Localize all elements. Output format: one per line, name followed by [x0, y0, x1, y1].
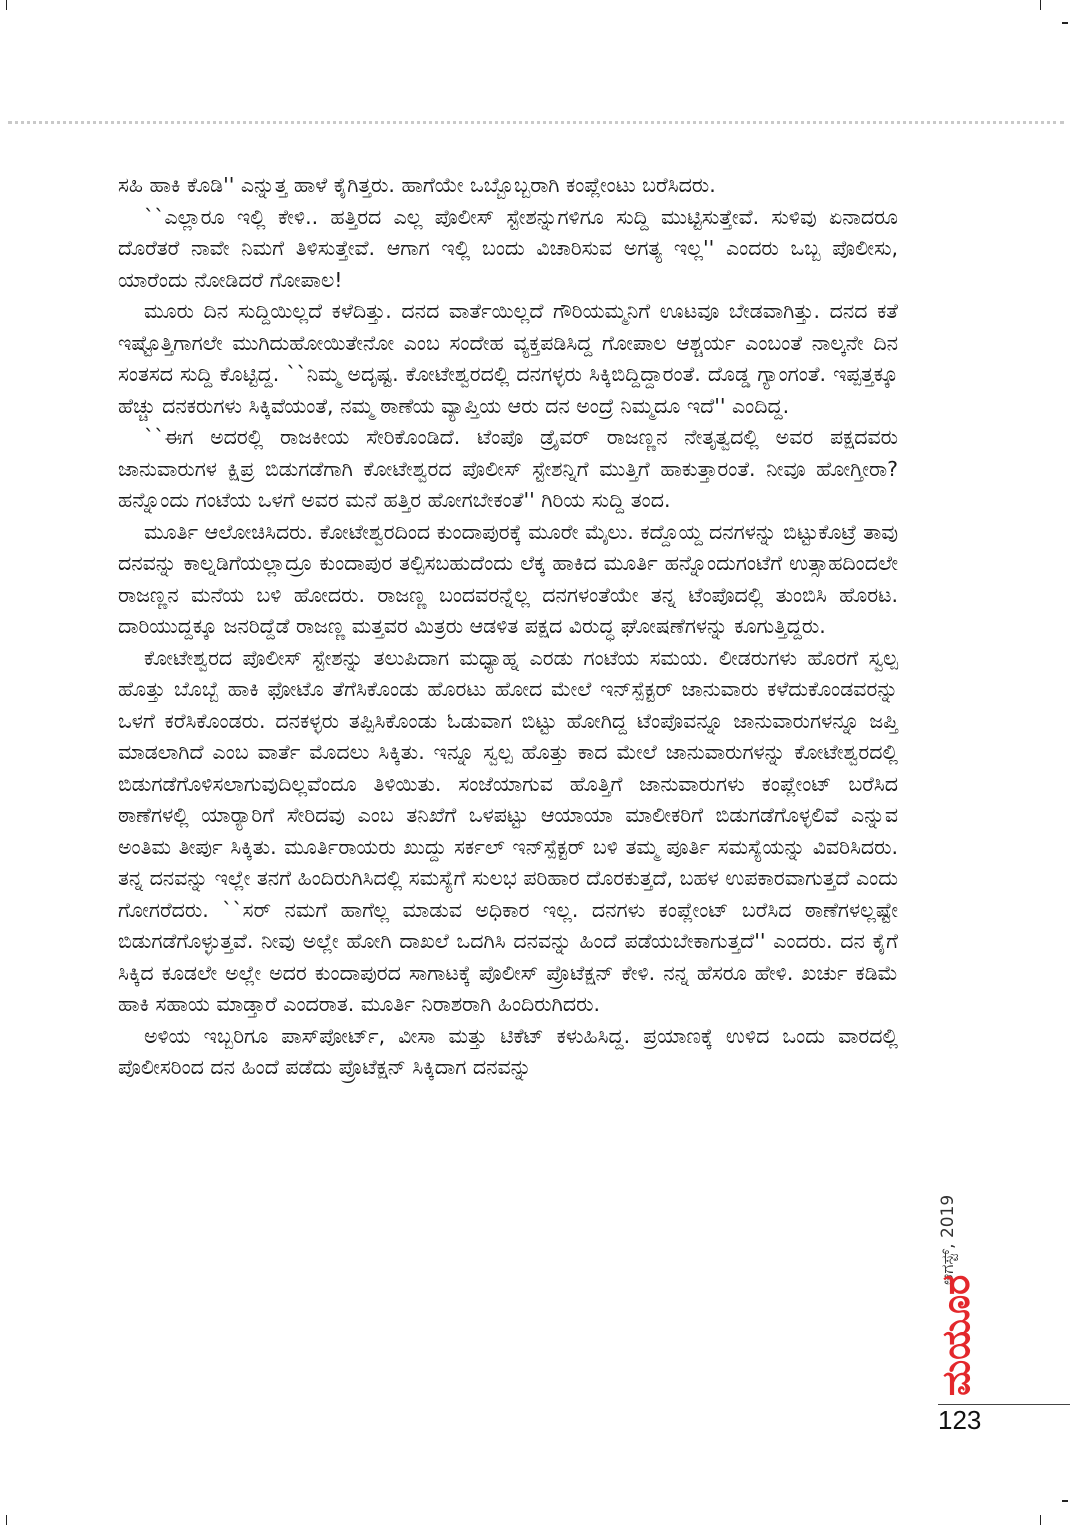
paragraph: ಮೂರು ದಿನ ಸುದ್ದಿಯಿಲ್ಲದೆ ಕಳೆದಿತ್ತು. ದನದ ವಾರ್ತೆಯಿಲ್ಲದೆ ಗೌರಿಯಮ್ಮನಿಗೆ ಊಟವೂ ಬೇಡವಾಗಿತ್ತು. ದನದ ಕತೆ ಇಷ್ಟೊತ್ತಿಗಾಗಲೇ ಮುಗಿದುಹೋಯಿತೇನೋ ಎಂಬ ಸಂದೇಹ ವ್ಯಕ್ತಪಡಿಸಿದ್ದ ಗೋಪಾಲ ಆಶ್ಚರ್ಯ ಎಂಬಂತೆ ನಾಲ್ಕನೇ ದಿನ ಸಂತಸದ ಸುದ್ದಿ ಕೊಟ್ಟಿದ್ದ. ``ನಿಮ್ಮ ಅದೃಷ್ಟ. ಕೋಟೇಶ್ವರದಲ್ಲಿ ದನಗಳ್ಳರು ಸಿಕ್ಕಿಬಿದ್ದಿದ್ದಾರಂತೆ. ದೊಡ್ಡ ಗ್ಯಾಂಗಂತೆ. ಇಪ್ಪತ್ತಕ್ಕೂ ಹೆಚ್ಚು ದನಕರುಗಳು ಸಿಕ್ಕಿವೆಯಂತೆ, ನಮ್ಮ ಠಾಣೆಯ ವ್ಯಾಪ್ತಿಯ ಆರು ದನ ಅಂದ್ರೆ ನಿಮ್ಮದೂ ಇದೆ'' ಎಂದಿದ್ದ.: [118, 299, 898, 418]
magazine-logo: ಮಯೂರ: [934, 1274, 978, 1396]
crop-mark-top-right: [1040, 0, 1041, 10]
crop-mark-top-left: [6, 0, 7, 10]
header-dotted-rule: [8, 121, 1064, 124]
paragraph: ಸಹಿ ಹಾಕಿ ಕೊಡಿ'' ಎನ್ನುತ್ತ ಹಾಳೆ ಕೈಗಿತ್ತರು. ಹಾಗೆಯೇ ಒಬ್ಬೊಬ್ಬರಾಗಿ ಕಂಪ್ಲೇಂಟು ಬರೆಸಿದರು.: [118, 173, 716, 197]
paragraph: ``ಎಲ್ಲಾರೂ ಇಲ್ಲಿ ಕೇಳಿ.. ಹತ್ತಿರದ ಎಲ್ಲ ಪೊಲೀಸ್ ಸ್ಟೇಶನ್ನುಗಳಿಗೂ ಸುದ್ದಿ ಮುಟ್ಟಿಸುತ್ತೇವೆ. ಸುಳಿವು ಏನಾದರೂ ದೊರೆತರೆ ನಾವೇ ನಿಮಗೆ ತಿಳಿಸುತ್ತೇವೆ. ಆಗಾಗ ಇಲ್ಲಿ ಬಂದು ವಿಚಾರಿಸುವ ಅಗತ್ಯ ಇಲ್ಲ'' ಎಂದರು ಒಬ್ಬ ಪೊಲೀಸು, ಯಾರೆಂದು ನೋಡಿದರೆ ಗೋಪಾಲ!: [118, 204, 898, 292]
article-body: [118, 170, 898, 1084]
issue-date: ಆಗಸ್ಟ್, 2019: [938, 1194, 958, 1285]
crop-mark-bottom-right: [1040, 1515, 1041, 1525]
paragraph: ಅಳಿಯ ಇಬ್ಬರಿಗೂ ಪಾಸ್‌ಪೋರ್ಟ್, ವೀಸಾ ಮತ್ತು ಟಿಕೆಟ್ ಕಳುಹಿಸಿದ್ದ. ಪ್ರಯಾಣಕ್ಕೆ ಉಳಿದ ಒಂದು ವಾರದಲ್ಲಿ ಪೊಲೀಸರಿಂದ ದನ ಹಿಂದೆ ಪಡೆದು ಪ್ರೊಟೆಕ್ಷನ್ ಸಿಕ್ಕಿದಾಗ ದನವನ್ನು: [118, 1023, 898, 1079]
page-number: 123: [938, 1405, 982, 1435]
paragraph: ``ಈಗ ಅದರಲ್ಲಿ ರಾಜಕೀಯ ಸೇರಿಕೊಂಡಿದೆ. ಟೆಂಪೊ ಡ್ರೈವರ್ ರಾಜಣ್ಣನ ನೇತೃತ್ವದಲ್ಲಿ ಅವರ ಪಕ್ಷದವರು ಜಾನುವಾರುಗಳ ಕ್ಷಿಪ್ರ ಬಿಡುಗಡೆಗಾಗಿ ಕೋಟೇಶ್ವರದ ಪೊಲೀಸ್ ಸ್ಟೇಶನ್ನಿಗೆ ಮುತ್ತಿಗೆ ಹಾಕುತ್ತಾರಂತೆ. ನೀವೂ ಹೋಗ್ತೀರಾ? ಹನ್ನೊಂದು ಗಂಟೆಯ ಒಳಗೆ ಅವರ ಮನೆ ಹತ್ತಿರ ಹೋಗಬೇಕಂತೆ'' ಗಿರಿಯ ಸುದ್ದಿ ತಂದ.: [118, 425, 898, 512]
paragraph: ಮೂರ್ತಿ ಆಲೋಚಿಸಿದರು. ಕೋಟೇಶ್ವರದಿಂದ ಕುಂದಾಪುರಕ್ಕೆ ಮೂರೇ ಮೈಲು. ಕದ್ದೊಯ್ದ ದನಗಳನ್ನು ಬಿಟ್ಟುಕೊಟ್ರೆ ತಾವು ದನವನ್ನು ಕಾಲ್ನಡಿಗೆಯಲ್ಲಾದ್ರೂ ಕುಂದಾಪುರ ತಲ್ಪಿಸಬಹುದೆಂದು ಲೆಕ್ಕ ಹಾಕಿದ ಮೂರ್ತಿ ಹನ್ನೊಂದುಗಂಟೆಗೆ ಉತ್ಸಾಹದಿಂದಲೇ ರಾಜಣ್ಣನ ಮನೆಯ ಬಳಿ ಹೋದರು. ರಾಜಣ್ಣ ಬಂದವರನ್ನೆಲ್ಲ ದನಗಳಂತೆಯೇ ತನ್ನ ಟೆಂಪೊದಲ್ಲಿ ತುಂಬಿಸಿ ಹೊರಟ. ದಾರಿಯುದ್ದಕ್ಕೂ ಜನರಿದ್ದೆಡೆ ರಾಜಣ್ಣ ಮತ್ತವರ ಮಿತ್ರರು ಆಡಳಿತ ಪಕ್ಷದ ವಿರುದ್ಧ ಘೋಷಣೆಗಳನ್ನು ಕೂಗುತ್ತಿದ್ದರು.: [118, 519, 898, 638]
crop-mark-bottom-left: [6, 1515, 7, 1525]
crop-mark-right-top: [1062, 22, 1068, 24]
crop-mark-right-bottom: [1062, 1500, 1068, 1502]
paragraph: ಕೋಟೇಶ್ವರದ ಪೊಲೀಸ್ ಸ್ಟೇಶನ್ನು ತಲುಪಿದಾಗ ಮಧ್ಯಾಹ್ನ ಎರಡು ಗಂಟೆಯ ಸಮಯ. ಲೀಡರುಗಳು ಹೊರಗೆ ಸ್ವಲ್ಪ ಹೊತ್ತು ಬೊಬ್ಬೆ ಹಾಕಿ ಫೋಟೊ ತೆಗೆಸಿಕೊಂಡು ಹೊರಟು ಹೋದ ಮೇಲೆ ಇನ್‌ಸ್ಪೆಕ್ಟರ್ ಜಾನುವಾರು ಕಳೆದುಕೊಂಡವರನ್ನು ಒಳಗೆ ಕರೆಸಿಕೊಂಡರು. ದನಕಳ್ಳರು ತಪ್ಪಿಸಿಕೊಂಡು ಓಡುವಾಗ ಬಿಟ್ಟು ಹೋಗಿದ್ದ ಟೆಂಪೊವನ್ನೂ ಜಾನುವಾರುಗಳನ್ನೂ ಜಪ್ತಿ ಮಾಡಲಾಗಿದೆ ಎಂಬ ವಾರ್ತೆ ಮೊದಲು ಸಿಕ್ಕಿತು. ಇನ್ನೂ ಸ್ವಲ್ಪ ಹೊತ್ತು ಕಾದ ಮೇಲೆ ಜಾನುವಾರುಗಳನ್ನು ಕೋಟೇಶ್ವರದಲ್ಲಿ ಬಿಡುಗಡೆಗೊಳಿಸಲಾಗುವುದಿಲ್ಲವೆಂದೂ ತಿಳಿಯಿತು. ಸಂಜೆಯಾಗುವ ಹೊತ್ತಿಗೆ ಜಾನುವಾರುಗಳು ಕಂಪ್ಲೇಂಟ್ ಬರೆಸಿದ ಠಾಣೆಗಳಲ್ಲಿ ಯಾರ್‍ಯಾರಿಗೆ ಸೇರಿದವು ಎಂಬ ತನಿಖೆಗೆ ಒಳಪಟ್ಟು ಆಯಾಯಾ ಮಾಲೀಕರಿಗೆ ಬಿಡುಗಡೆಗೊಳ್ಳಲಿವೆ ಎನ್ನುವ ಅಂತಿಮ ತೀರ್ಪು ಸಿಕ್ಕಿತು. ಮೂರ್ತಿರಾಯರು ಖುದ್ದು ಸರ್ಕಲ್ ಇನ್‌ಸ್ಪೆಕ್ಟರ್ ಬಳಿ ತಮ್ಮ ಪೂರ್ತಿ ಸಮಸ್ಯೆಯನ್ನು ವಿವರಿಸಿದರು. ತನ್ನ ದನವನ್ನು ಇಲ್ಲೇ ತನಗೆ ಹಿಂದಿರುಗಿಸಿದಲ್ಲಿ ಸಮಸ್ಯೆಗೆ ಸುಲಭ ಪರಿಹಾರ ದೊರಕುತ್ತದೆ, ಬಹಳ ಉಪಕಾರವಾಗುತ್ತದೆ ಎಂದು ಗೋಗರೆದರು. ``ಸರ್ ನಮಗೆ ಹಾಗೆಲ್ಲ ಮಾಡುವ ಅಧಿಕಾರ ಇಲ್ಲ. ದನಗಳು ಕಂಪ್ಲೇಂಟ್ ಬರೆಸಿದ ಠಾಣೆಗಳಲ್ಲಷ್ಟೇ ಬಿಡುಗಡೆಗೊಳ್ಳುತ್ತವೆ. ನೀವು ಅಲ್ಲೇ ಹೋಗಿ ದಾಖಲೆ ಒದಗಿಸಿ ದನವನ್ನು ಹಿಂದೆ ಪಡೆಯಬೇಕಾಗುತ್ತದೆ'' ಎಂದರು. ದನ ಕೈಗೆ ಸಿಕ್ಕಿದ ಕೂಡಲೇ ಅಲ್ಲೇ ಅದರ ಕುಂದಾಪುರದ ಸಾಗಾಟಕ್ಕೆ ಪೊಲೀಸ್ ಪ್ರೊಟೆಕ್ಷನ್ ಕೇಳಿ. ನನ್ನ ಹೆಸರೂ ಹೇಳಿ. ಖರ್ಚು ಕಡಿಮೆ ಹಾಕಿ ಸಹಾಯ ಮಾಡ್ತಾರೆ ಎಂದರಾತ. ಮೂರ್ತಿ ನಿರಾಶರಾಗಿ ಹಿಂದಿರುಗಿದರು.: [118, 645, 898, 1016]
